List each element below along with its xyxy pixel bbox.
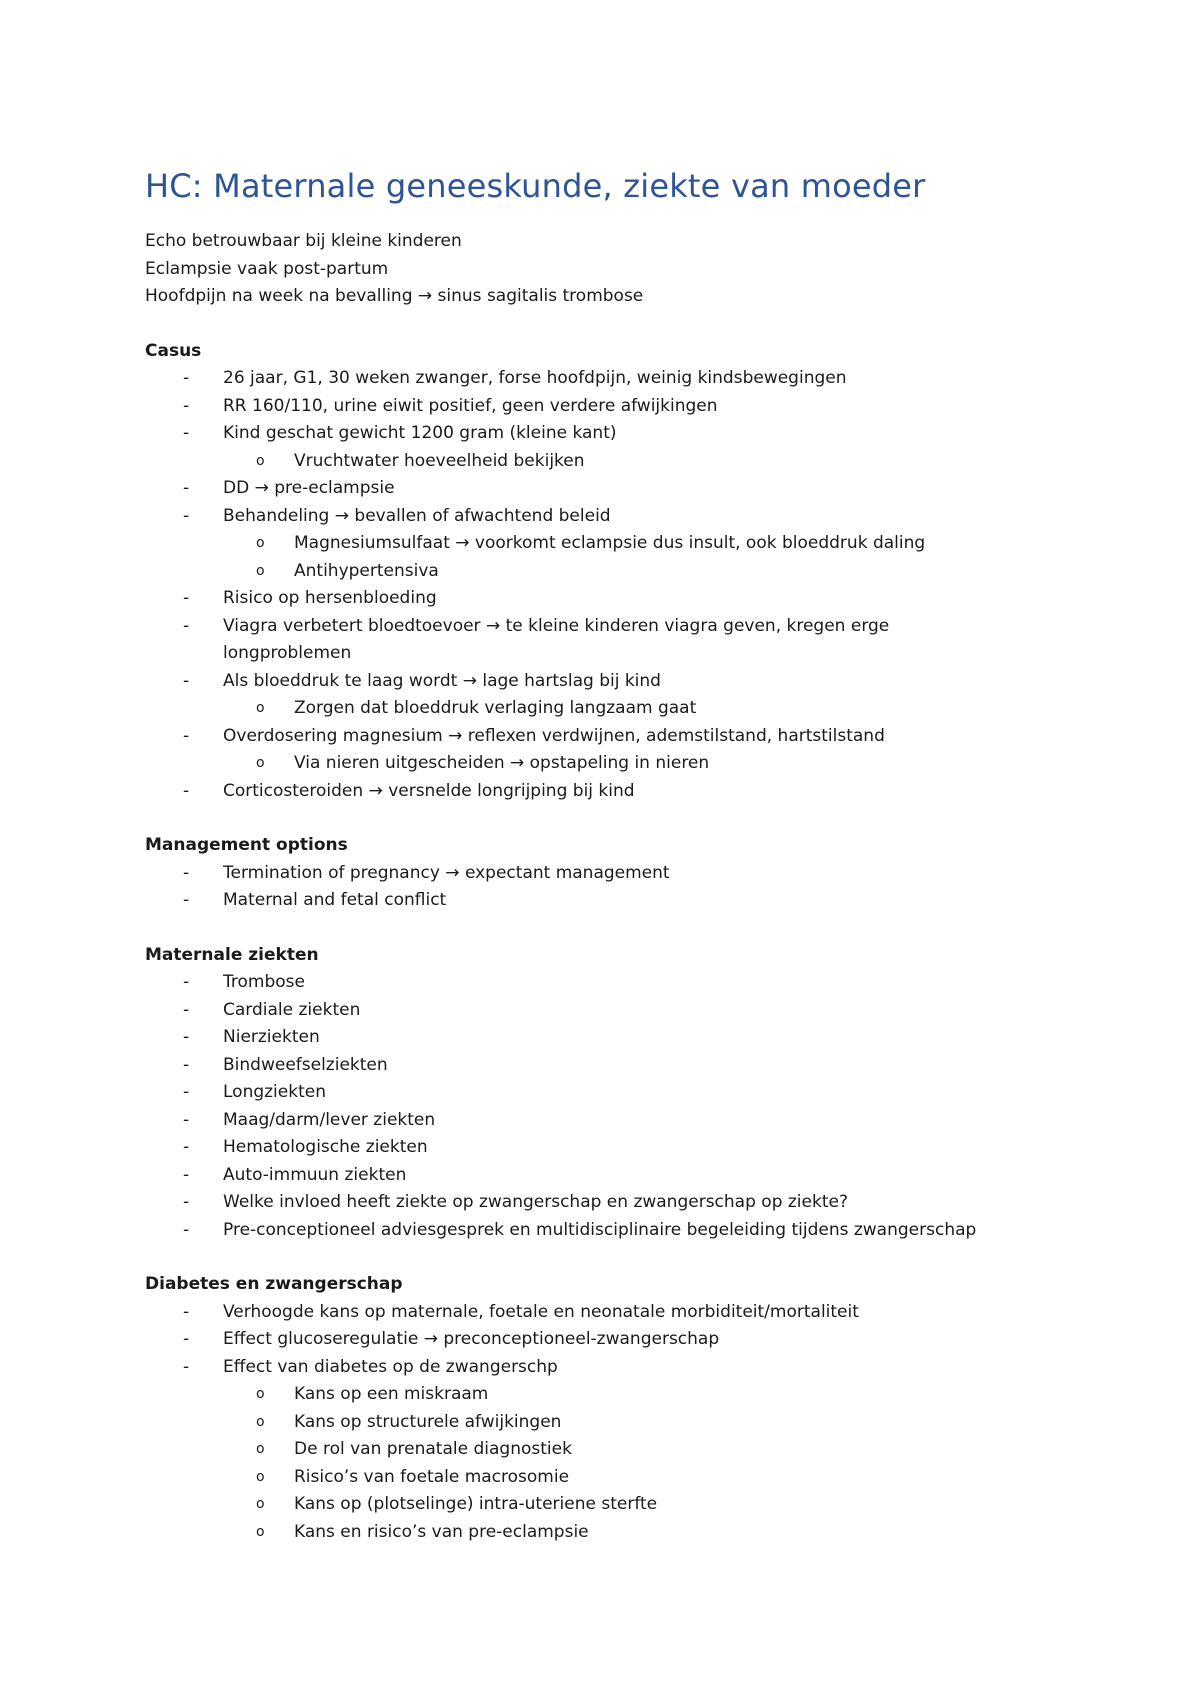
list-item: - Viagra verbetert bloedtoevoer → te kleine kinderen viagra geven, kregen erge longproblemen [145, 613, 1120, 668]
intro-line: Hoofdpijn na week na bevalling → sinus sagitalis trombose [145, 286, 644, 306]
dash-bullet: - [183, 1356, 190, 1377]
page-title: HC: Maternale geneeskunde, ziekte van moeder [145, 167, 926, 205]
dash-bullet: - [183, 1082, 190, 1102]
list-item: - Termination of pregnancy → expectant management [145, 860, 1120, 888]
dash-bullet: - [183, 423, 190, 443]
circle-bullet: o [256, 452, 265, 469]
section-heading: Management options [145, 835, 348, 855]
list-item: - Trombose [145, 969, 1120, 997]
list-item: - Nierziekten [145, 1024, 1120, 1052]
list-item: - Pre-conceptioneel adviesgesprek en multidisciplinaire begeleiding tijdens zwangerschap [145, 1217, 1120, 1245]
list-item: - Cardiale ziekten [145, 997, 1120, 1025]
sub-list-item: o Antihypertensiva [145, 558, 1120, 586]
circle-bullet: o [256, 1386, 265, 1402]
list-item: - 26 jaar, G1, 30 weken zwanger, forse hoofdpijn, weinig kindsbewegingen [145, 365, 1120, 393]
dash-bullet: - [183, 1027, 190, 1047]
circle-bullet: o [256, 1523, 265, 1540]
sub-list-item: o Risico’s van foetale macrosomie [145, 1464, 1120, 1492]
list-item: - Maag/darm/lever ziekten [145, 1107, 1120, 1135]
section-diabetes-en-zwangerschap [145, 1271, 1120, 1546]
dash-bullet: - [183, 478, 190, 498]
sub-list-item: o Kans op structurele afwijkingen [145, 1409, 1120, 1437]
sub-list-item: o Kans op een miskraam [145, 1381, 1120, 1409]
dash-bullet: - [183, 862, 190, 883]
intro-block [145, 228, 1120, 311]
list-item: - Risico op hersenbloeding [145, 585, 1120, 613]
circle-bullet: o [256, 1496, 265, 1512]
dash-bullet: - [183, 588, 190, 608]
sub-list-item: o Vruchtwater hoeveelheid bekijken [145, 448, 1120, 476]
circle-bullet: o [256, 535, 265, 551]
dash-bullet: - [183, 1137, 190, 1157]
list-item: - Corticosteroiden → versnelde longrijping bij kind [145, 778, 1120, 806]
dash-bullet: - [183, 1054, 190, 1075]
list-item: - RR 160/110, urine eiwit positief, geen verdere afwijkingen [145, 393, 1120, 421]
list-item: - Welke invloed heeft ziekte op zwangerschap en zwangerschap op ziekte? [145, 1189, 1120, 1217]
list-item: - Kind geschat gewicht 1200 gram (kleine kant) [145, 420, 1120, 448]
list-item: - Als bloeddruk te laag wordt → lage hartslag bij kind [145, 668, 1120, 696]
section-heading: Casus [145, 340, 202, 361]
sub-list-item: o Magnesiumsulfaat → voorkomt eclampsie dus insult, ook bloeddruk daling [145, 530, 1120, 558]
dash-bullet: - [183, 1192, 190, 1212]
intro-line: Echo betrouwbaar bij kleine kinderen [145, 231, 462, 251]
dash-bullet: - [183, 505, 190, 526]
sub-list-item: o Kans op (plotselinge) intra-uteriene sterfte [145, 1491, 1120, 1519]
dash-bullet: - [183, 395, 190, 416]
circle-bullet: o [256, 755, 265, 771]
dash-bullet: - [183, 1164, 190, 1185]
dash-bullet: - [183, 780, 190, 801]
dash-bullet: - [183, 972, 190, 992]
dash-bullet: - [183, 1329, 190, 1349]
sub-list-item: o Via nieren uitgescheiden → opstapeling in nieren [145, 750, 1120, 778]
sub-list-item: o Kans en risico’s van pre-eclampsie [145, 1519, 1120, 1547]
dash-bullet: - [183, 615, 190, 636]
sub-list-item: o De rol van prenatale diagnostiek [145, 1436, 1120, 1464]
dash-bullet: - [183, 670, 190, 691]
list-item: - Bindweefselziekten [145, 1052, 1120, 1080]
dash-bullet: - [183, 890, 190, 910]
dash-bullet: - [183, 1109, 190, 1130]
list-item: - Effect glucoseregulatie → preconceptioneel-zwangerschap [145, 1326, 1120, 1354]
dash-bullet: - [183, 1219, 190, 1240]
list-item: - Maternal and fetal conflict [145, 887, 1120, 915]
list-item: - DD → pre-eclampsie [145, 475, 1120, 503]
section-casus [145, 338, 1120, 806]
list-item: - Overdosering magnesium → reflexen verdwijnen, ademstilstand, hartstilstand [145, 723, 1120, 751]
intro-line: Eclampsie vaak post-partum [145, 258, 389, 279]
dash-bullet: - [183, 1301, 190, 1322]
circle-bullet: o [256, 1413, 265, 1430]
sub-list-item: o Zorgen dat bloeddruk verlaging langzaam gaat [145, 695, 1120, 723]
section-management-options [145, 832, 1120, 915]
dash-bullet: - [183, 725, 190, 746]
list-item: - Behandeling → bevallen of afwachtend beleid [145, 503, 1120, 531]
circle-bullet: o [256, 700, 265, 716]
circle-bullet: o [256, 1441, 265, 1457]
list-item: - Auto-immuun ziekten [145, 1162, 1120, 1190]
list-item: - Hematologische ziekten [145, 1134, 1120, 1162]
list-item: - Verhoogde kans op maternale, foetale en neonatale morbiditeit/mortaliteit [145, 1299, 1120, 1327]
section-heading: Maternale ziekten [145, 944, 319, 965]
list-item: - Effect van diabetes op de zwangerschp [145, 1354, 1120, 1382]
circle-bullet: o [256, 1468, 265, 1485]
section-heading: Diabetes en zwangerschap [145, 1274, 403, 1294]
list-item: - Longziekten [145, 1079, 1120, 1107]
circle-bullet: o [256, 562, 265, 579]
dash-bullet: - [183, 368, 190, 388]
dash-bullet: - [183, 999, 190, 1020]
section-maternale-ziekten [145, 942, 1120, 1245]
